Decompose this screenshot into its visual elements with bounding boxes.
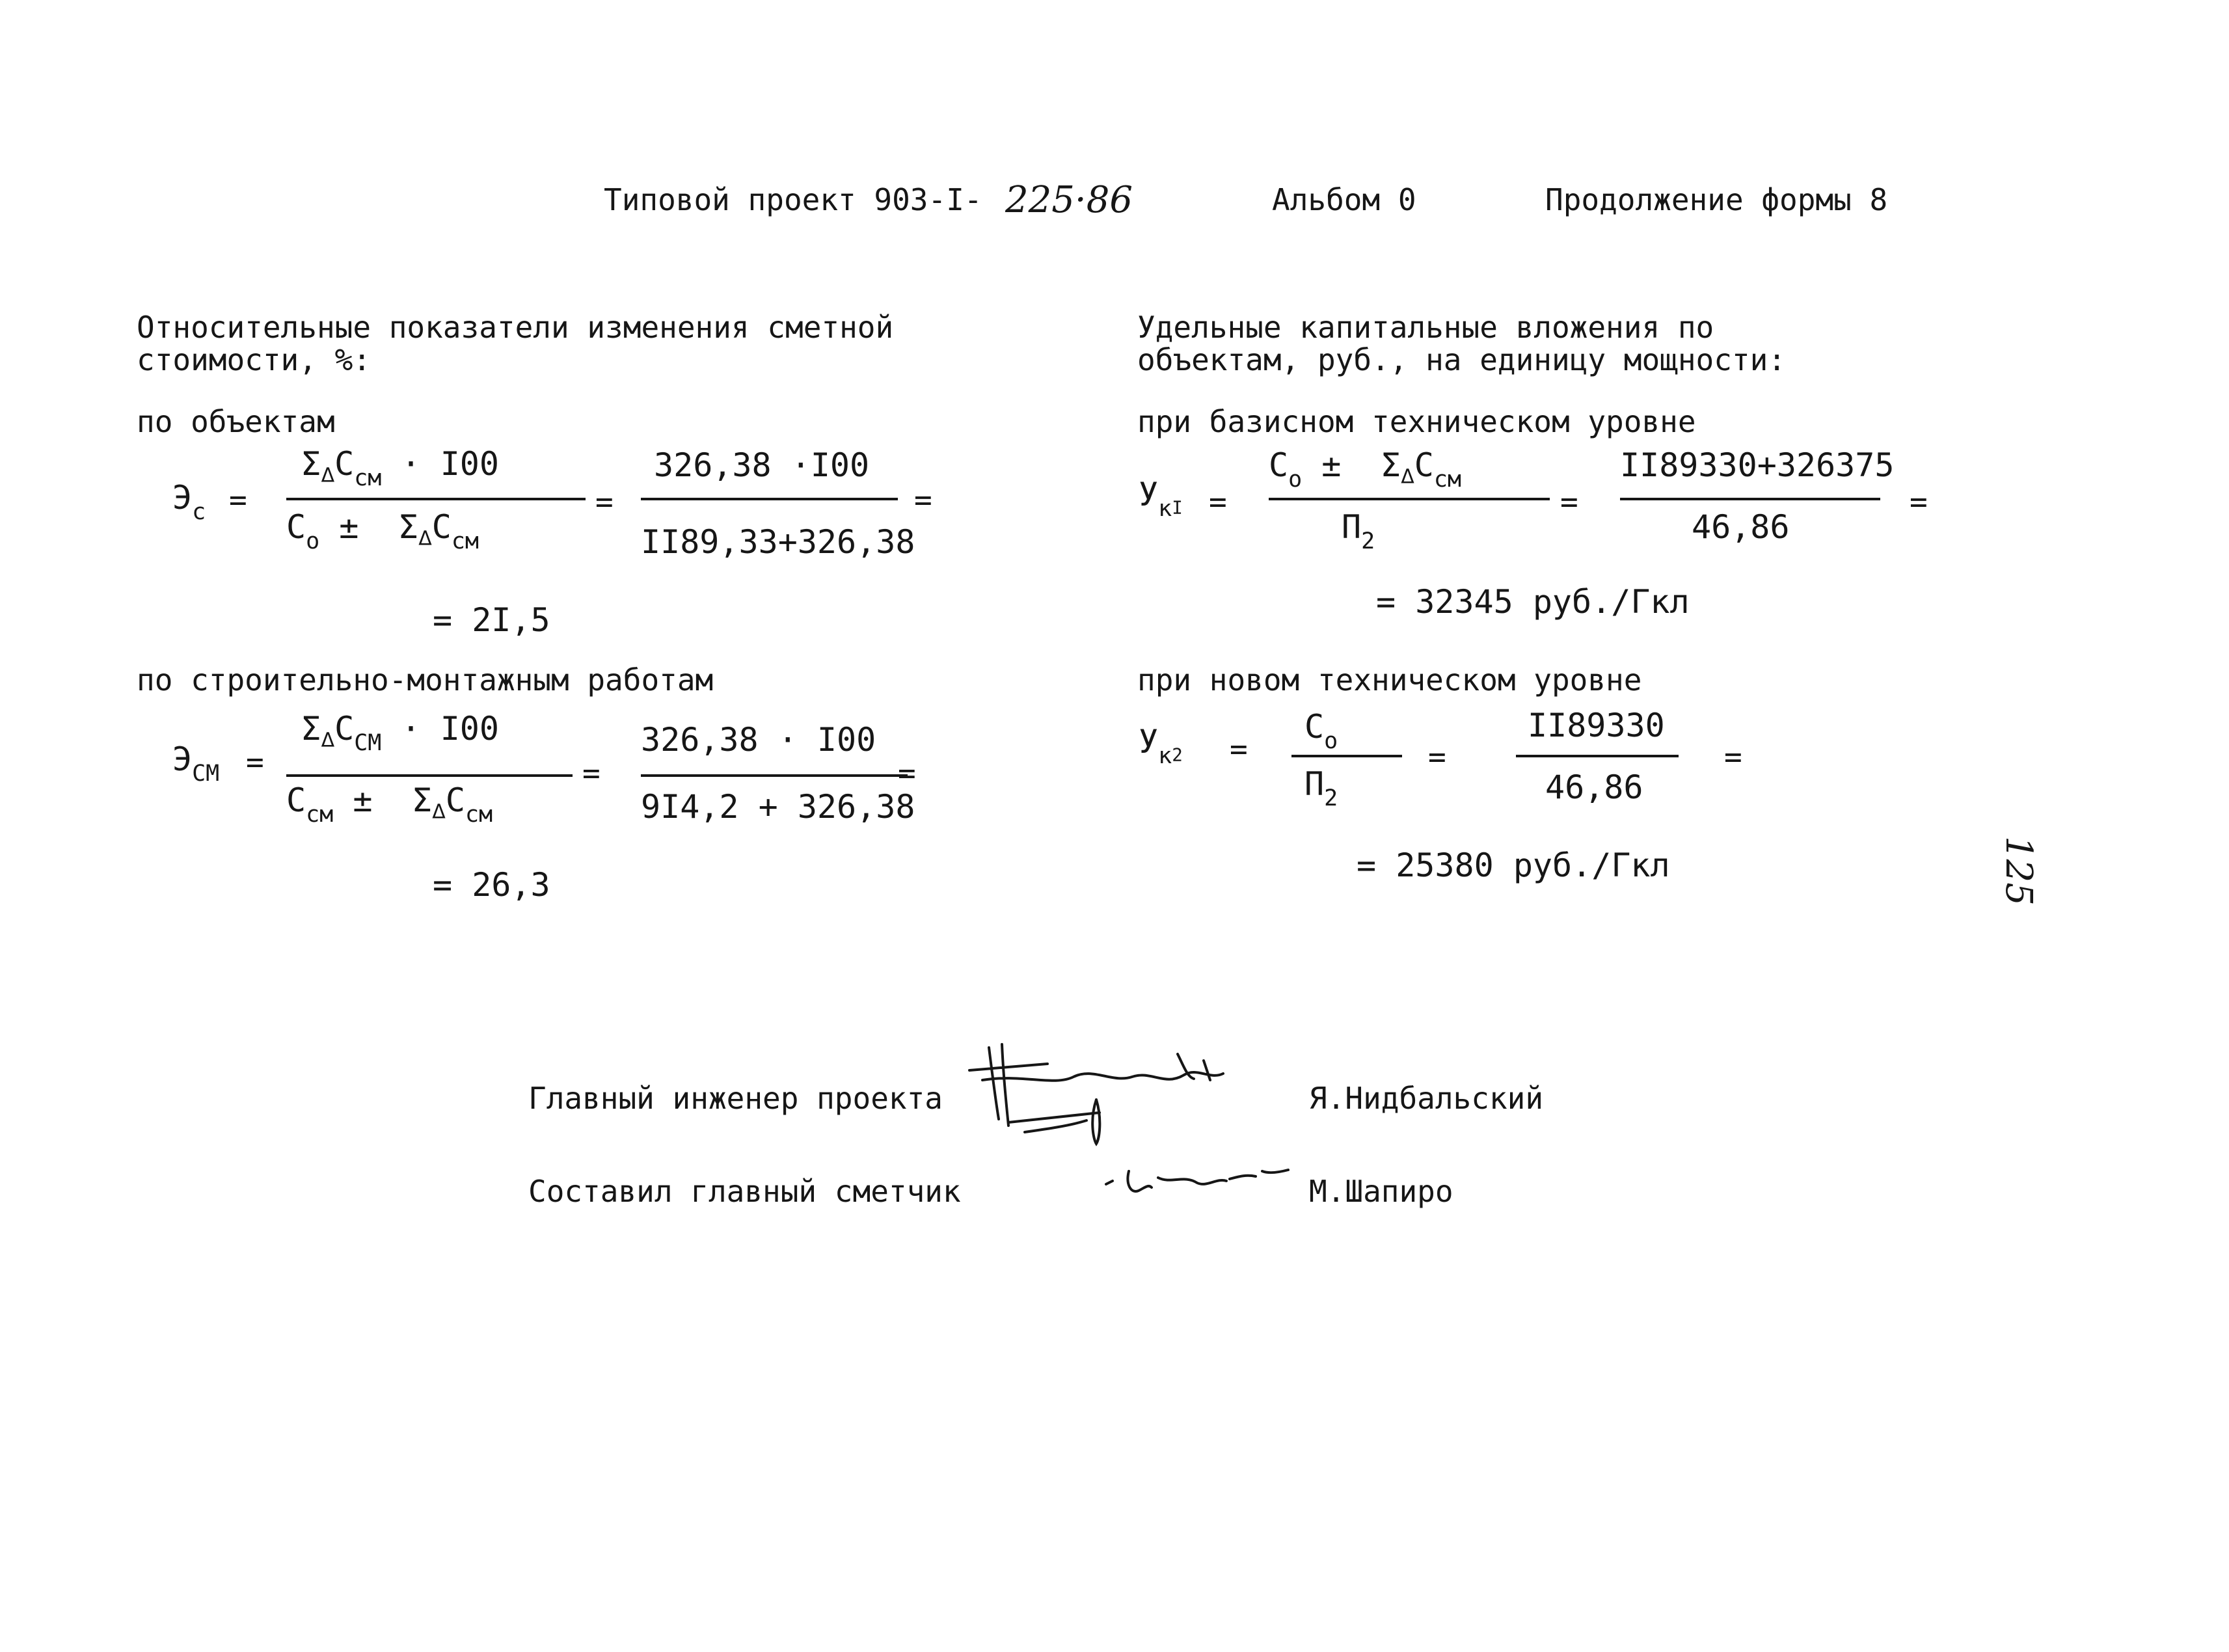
right-heading-line2: объектам, руб., на единицу мощности: [1137, 342, 1786, 377]
ecm-value-fraction-line [641, 774, 908, 777]
by-objects-label: по объектам [137, 404, 335, 439]
by-construction-label: по строительно-монтажным работам [137, 662, 714, 697]
ecm-eq: = [246, 744, 264, 779]
yk1-eq2: = [1560, 484, 1578, 519]
header-continuation: Продолжение формы 8 [1545, 182, 1888, 217]
basic-level-label: при базисном техническом уровне [1137, 404, 1696, 439]
left-heading-line2: стоимости, %: [137, 342, 372, 377]
yk1-num-value: II89330+326375 [1620, 446, 1895, 484]
yk1-lhs: $У_{кI}$ [1139, 476, 1183, 522]
ecm-denominator: $С_{см} \pm \Sigma_\Delta С_{см}$ [286, 781, 493, 828]
estimator-label: Составил главный сметчик [528, 1174, 961, 1209]
ecm-eq2: = [582, 755, 601, 791]
yk2-den-value: 46,86 [1545, 768, 1643, 806]
estimator-signature [1100, 1158, 1295, 1210]
yk2-fraction-line [1291, 755, 1402, 757]
yk2-eq3: = [1724, 739, 1742, 774]
ecm-num-value: 326,38 · I00 [641, 721, 876, 759]
new-level-label: при новом техническом уровне [1137, 662, 1642, 697]
ecm-lhs: $Э_{СМ}$ [172, 740, 220, 787]
ec-fraction-line [286, 498, 586, 500]
yk1-den-value: 46,86 [1692, 508, 1790, 546]
ec-value-fraction-line [641, 498, 898, 500]
ecm-den-value: 9I4,2 + 326,38 [641, 788, 915, 826]
ec-numerator: $\Sigma_\Delta С_{см} \cdot I00$ [301, 445, 500, 491]
ec-den-value: II89,33+326,38 [641, 523, 915, 561]
ec-denominator: $С_о \pm \Sigma_\Delta С_{см}$ [286, 508, 480, 554]
yk1-numerator: $С_о \pm \Sigma_\Delta С_{см}$ [1269, 446, 1462, 493]
yk1-value-fraction-line [1620, 498, 1880, 500]
yk1-fraction-line [1269, 498, 1550, 500]
yk1-eq: = [1209, 484, 1227, 519]
chief-engineer-name: Я.Нидбальский [1309, 1081, 1544, 1116]
ec-eq2: = [595, 484, 614, 519]
yk1-result: = 32345 руб./Гкл [1376, 583, 1690, 621]
yk2-lhs: $У_{к2}$ [1139, 723, 1183, 769]
left-heading-line1: Относительные показатели изменения сметной [137, 310, 894, 345]
ecm-eq3: = [898, 755, 916, 791]
ec-lhs: $Э_с$ [172, 479, 206, 525]
yk2-num-value: II89330 [1528, 707, 1665, 744]
ec-result: = 2I,5 [433, 601, 550, 639]
yk1-denominator: $П_2$ [1342, 508, 1375, 554]
yk2-numerator: $С_о$ [1304, 708, 1338, 754]
header-project-handwritten: 225·86 [1005, 179, 1133, 221]
ec-eq: = [229, 482, 247, 517]
ec-eq3: = [914, 482, 932, 517]
right-heading-line1: Удельные капитальные вложения по [1137, 310, 1714, 345]
yk2-eq2: = [1428, 739, 1446, 774]
chief-engineer-label: Главный инженер проекта [528, 1081, 943, 1116]
header-album: Альбом 0 [1272, 182, 1416, 217]
yk2-value-fraction-line [1516, 755, 1679, 757]
ec-num-value: 326,38 ·I00 [654, 446, 870, 484]
margin-page-note: 125 [1997, 836, 2040, 906]
header-project-label: Типовой проект 903-I- [604, 182, 982, 217]
yk2-result: = 25380 руб./Гкл [1357, 846, 1670, 884]
estimator-name: М.Шапиро [1309, 1174, 1453, 1209]
chief-engineer-signature [963, 1035, 1275, 1145]
yk2-denominator: $П_2$ [1304, 765, 1338, 811]
ecm-result: = 26,3 [433, 866, 550, 904]
ecm-fraction-line [286, 774, 573, 777]
yk1-eq3: = [1910, 484, 1928, 519]
yk2-eq: = [1230, 731, 1248, 766]
ecm-numerator: $\Sigma_\Delta С_{СМ} \cdot I00$ [301, 710, 500, 756]
